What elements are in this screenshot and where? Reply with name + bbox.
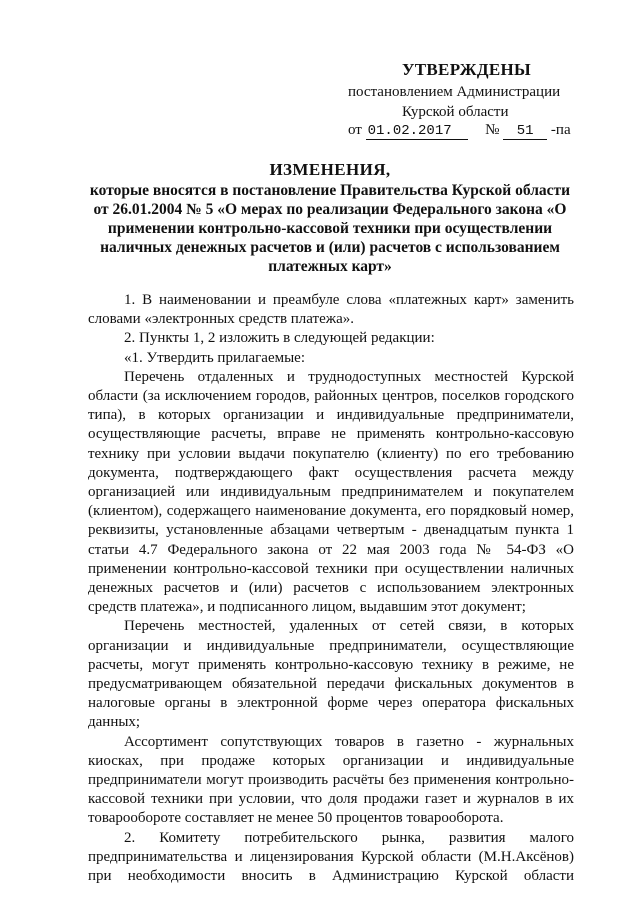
approval-number: 51: [503, 124, 547, 140]
approval-title: УТВЕРЖДЕНЫ: [402, 60, 532, 79]
approval-date-number-line: [348, 122, 571, 140]
body-paragraph: Перечень отдаленных и труднодоступных местностей Курской области (за исключением городов, районных центров, поселков городского типа), в которых организации и индивидуальные предприниматели, осуществляющие расчеты, вправе не применять контрольно-кассовую технику при условии выдачи покупателю (клиенту) по его требованию документа, подтверждающего факт осуществления расчета между организацией или индивидуальным предпринимателем и покупателем (клиентом), содержащего наименование документа, его порядковый номер, реквизиты, установленные абзацами четвертым - двенадцатым пункта 1 статьи 4.7 Федерального закона от 22 мая 2003 года № 54-ФЗ «О применении контрольно-кассовой техники при осуществлении наличных денежных расчетов и (или) расчетов с использованием электронных средств платежа», и подписанного лицом, выдавшим этот документ;: [88, 368, 574, 616]
approval-resolution-line: постановлением Администрации: [348, 84, 561, 100]
document-heading: [50, 159, 610, 276]
heading-line: применении контрольно-кассовой техники при осуществлении: [107, 220, 553, 237]
date-prefix: от: [348, 122, 362, 138]
body-paragraph: 2. Комитету потребительского рынка, развития малого предпринимательства и лицензирования Курской области (М.Н.Аксёнов) при необходимости вносить в Администрацию Курской области: [88, 829, 574, 885]
heading-title: ИЗМЕНЕНИЯ,: [269, 160, 391, 179]
body-paragraph: Ассортимент сопутствующих товаров в газетно - журнальных киосках, при продаже которых организации и индивидуальные предприниматели могут производить расчёты без применения контрольно-кассовой техники при условии, что доля продажи газет и журналов в их товарообороте составляет не менее 50 процентов товарооборота.: [88, 733, 574, 827]
heading-line: которые вносятся в постановление Правительства Курской области: [89, 182, 571, 199]
number-suffix: -па: [550, 122, 571, 138]
heading-line: платежных карт»: [268, 258, 392, 275]
approval-date: 01.02.2017: [366, 124, 468, 140]
body-paragraph: 1. В наименовании и преамбуле слова «платежных карт» заменить словами «электронных средств платежа».: [88, 292, 574, 328]
approval-region-line: Курской области: [402, 104, 509, 120]
body-paragraph: «1. Утвердить прилагаемые:: [124, 349, 305, 366]
number-prefix: №: [485, 122, 500, 138]
body-paragraph: 2. Пункты 1, 2 изложить в следующей редакции:: [124, 330, 435, 347]
document-body: [88, 291, 574, 886]
heading-line: от 26.01.2004 № 5 «О мерах по реализации Федерального закона «О: [93, 201, 567, 218]
body-paragraph: Перечень местностей, удаленных от сетей связи, в которых организации и индивидуальные предприниматели, осуществляющие расчеты, могут применять контрольно-кассовую технику в режиме, не предусматривающем обязательной передачи фискальных документов в налоговые органы в электронной форме через оператора фискальных данных;: [88, 618, 574, 731]
heading-line: наличных денежных расчетов и (или) расчетов с использованием: [100, 239, 560, 256]
